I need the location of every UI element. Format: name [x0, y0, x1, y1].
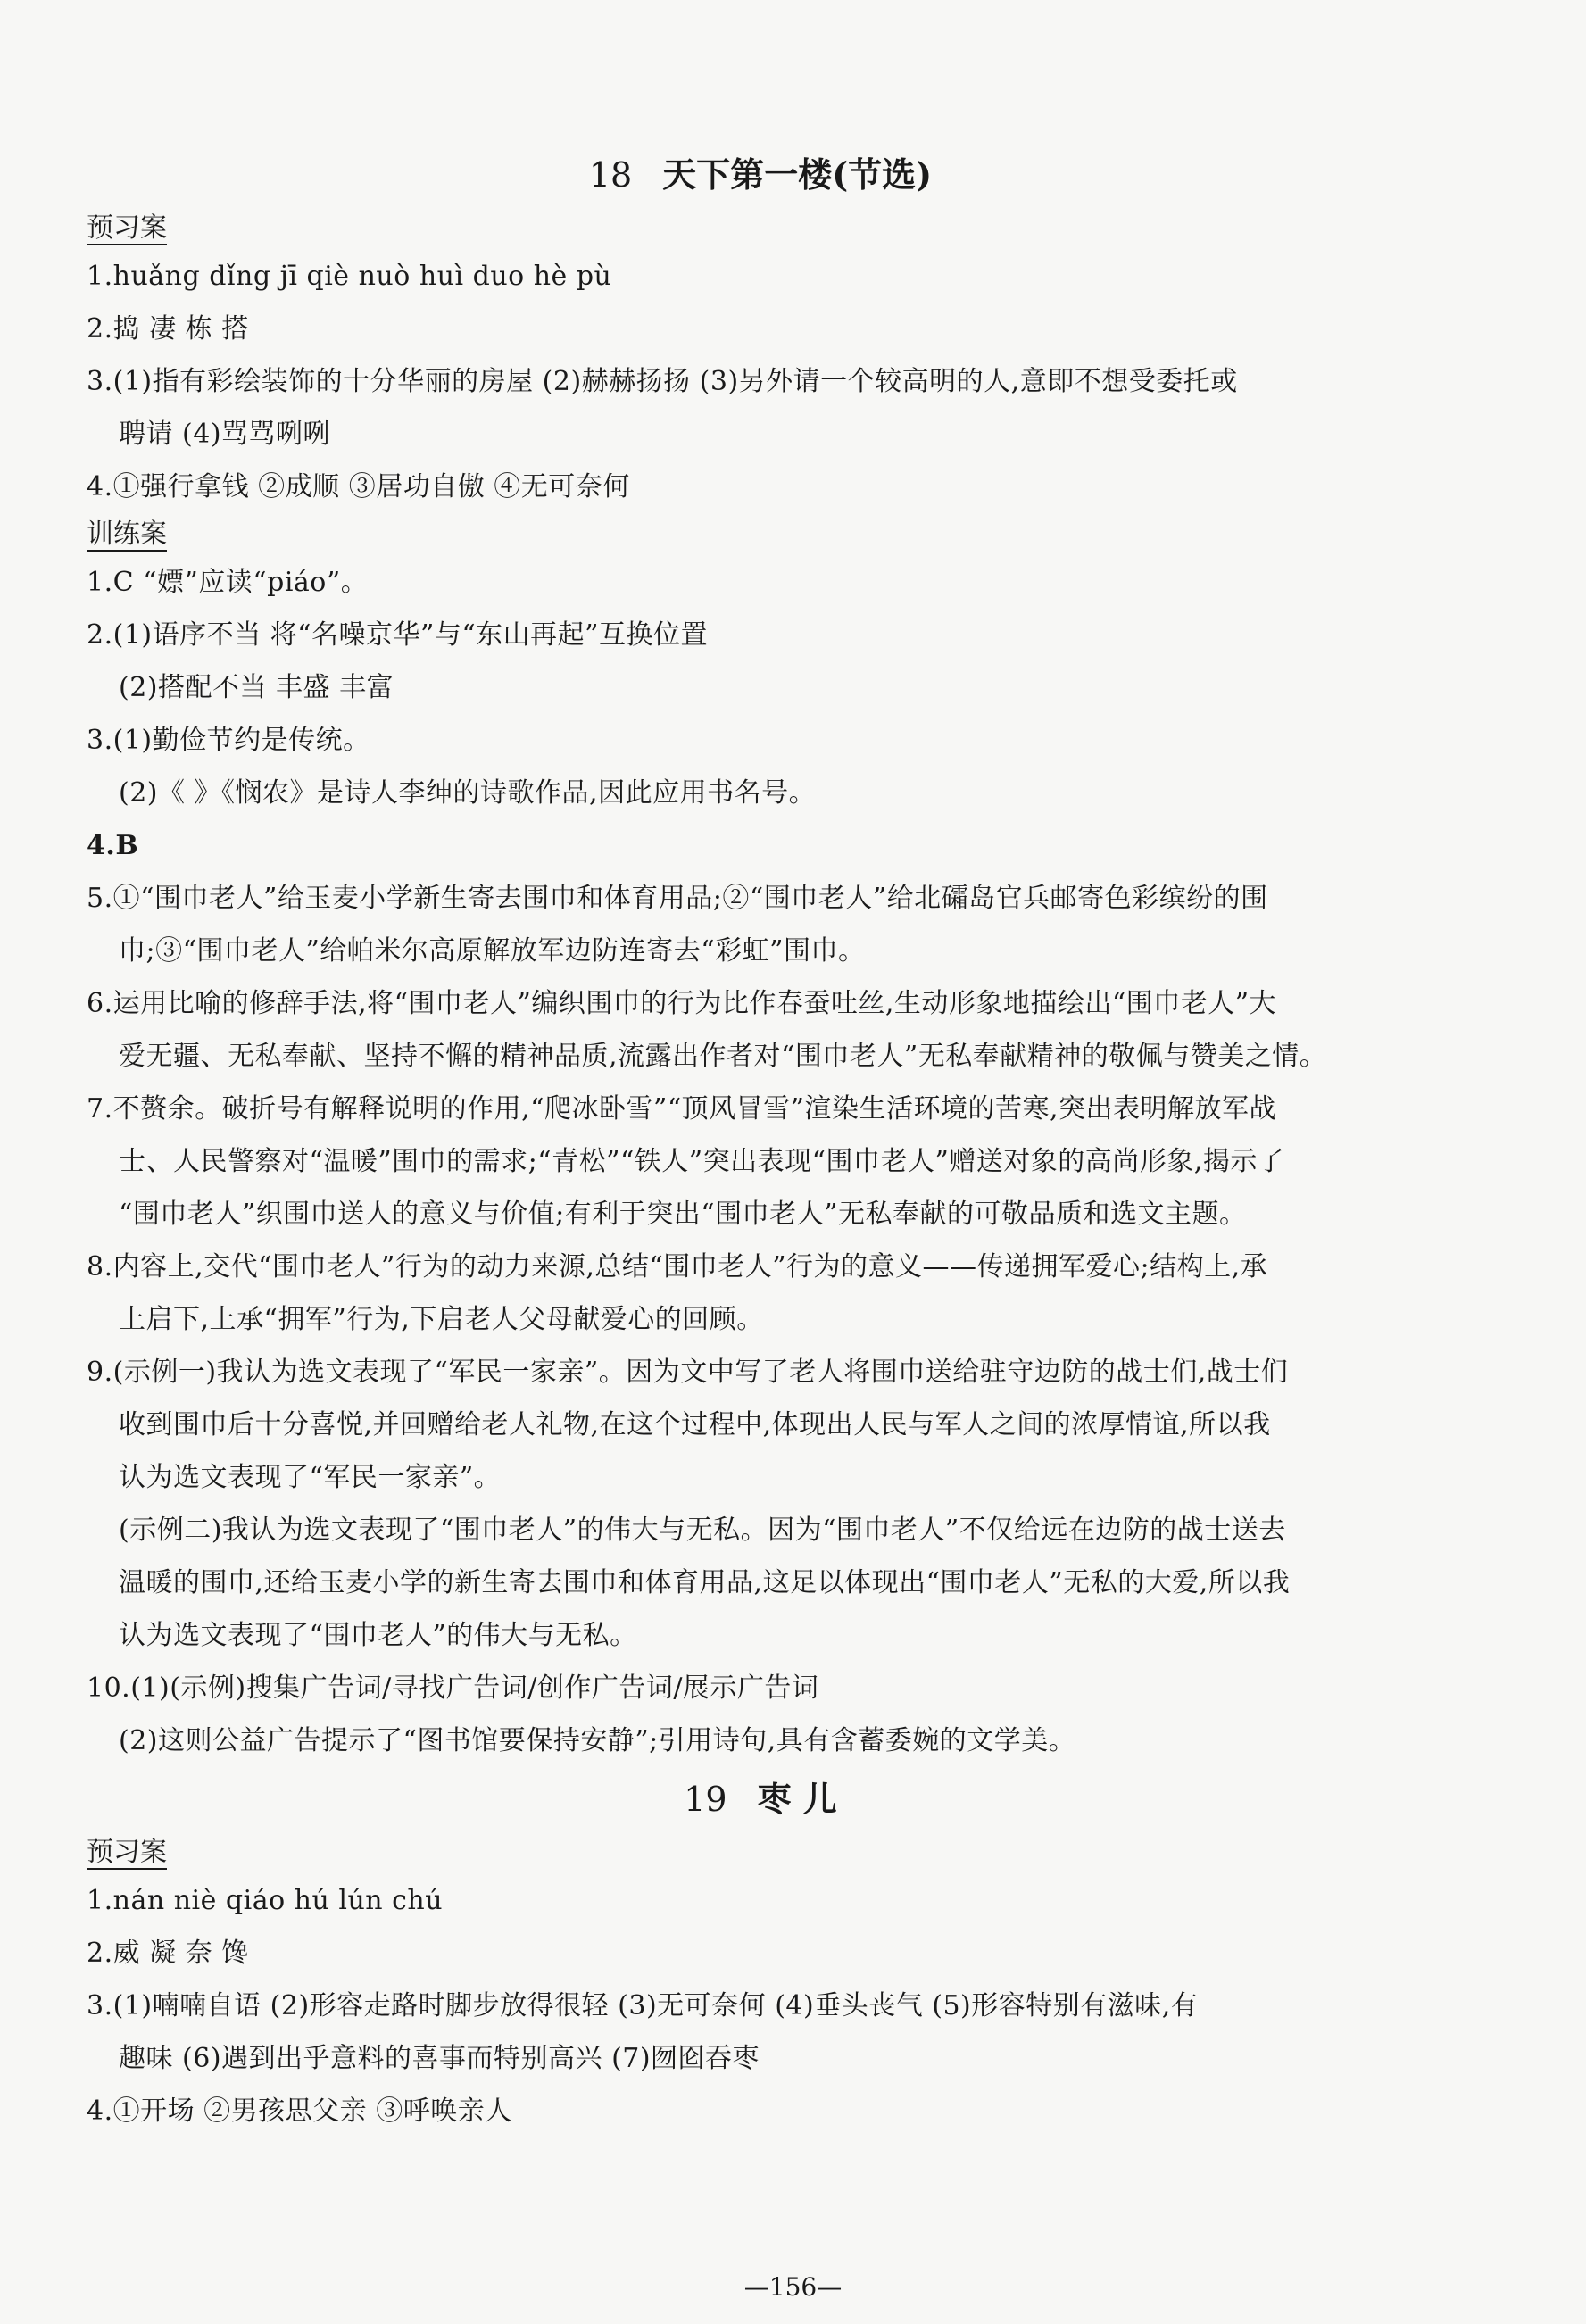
answer-line: 2.(1)语序不当 将“名噪京华”与“东山再起”互换位置 — [87, 619, 709, 651]
answer-line: 上启下,上承“拥军”行为,下启老人父母献爱心的回顾。 — [119, 1304, 764, 1335]
answer-line: (2)《 》《悯农》是诗人李绅的诗歌作品,因此应用书名号。 — [119, 777, 817, 809]
lesson-19-title — [87, 1767, 1434, 1831]
answer-line: 5.①“围巾老人”给玉麦小学新生寄去围巾和体育用品;②“围巾老人”给北礵岛官兵邮寄色彩缤纷的围 — [87, 883, 1268, 914]
answer-line: 3.(1)喃喃自语 (2)形容走路时脚步放得很轻 (3)无可奈何 (4)垂头丧气 (5)形容特别有滋味,有 — [87, 1990, 1199, 2021]
answer-line: 9.(示例一)我认为选文表现了“军民一家亲”。因为文中写了老人将围巾送给驻守边防的战士们,战士们 — [87, 1357, 1289, 1388]
answer-line: 2.威 凝 奈 馋 — [87, 1938, 249, 1969]
answer-line: 3.(1)指有彩绘装饰的十分华丽的房屋 (2)赫赫扬扬 (3)另外请一个较高明的人,意即不想受委托或 — [87, 366, 1238, 397]
lesson-number: 19 — [684, 1780, 727, 1819]
answer-line: 4.①强行拿钱 ②成顺 ③居功自傲 ④无可奈何 — [87, 471, 630, 502]
training-heading: 训练案 — [87, 519, 167, 550]
answer-line: 认为选文表现了“围巾老人”的伟大与无私。 — [119, 1620, 637, 1651]
answer-line: 1.nán niè qiáo hú lún chú — [87, 1885, 444, 1916]
answer-line: 4.B — [87, 830, 139, 861]
preview-heading: 预习案 — [87, 1837, 167, 1868]
lesson-18-title — [87, 143, 1434, 207]
answer-line: 士、人民警察对“温暖”围巾的需求;“青松”“铁人”突出表现“围巾老人”赠送对象的高尚形象,揭示了 — [119, 1146, 1285, 1177]
answer-line: 收到围巾后十分喜悦,并回赠给老人礼物,在这个过程中,体现出人民与军人之间的浓厚情谊,所以我 — [119, 1409, 1271, 1440]
answer-line: 6.运用比喻的修辞手法,将“围巾老人”编织围巾的行为比作春蚕吐丝,生动形象地描绘出“围巾老人”大 — [87, 988, 1277, 1019]
lesson-number: 18 — [588, 155, 633, 195]
answer-line: “围巾老人”织围巾送人的意义与价值;有利于突出“围巾老人”无私奉献的可敬品质和选文主题。 — [119, 1199, 1247, 1230]
answer-content — [87, 143, 1434, 2137]
answer-line: 1.C “嫖”应读“piáo”。 — [87, 567, 369, 598]
page-number: —156— — [743, 2272, 843, 2302]
answer-line: 10.(1)(示例)搜集广告词/寻找广告词/创作广告词/展示广告词 — [87, 1672, 819, 1704]
answer-line: (2)搭配不当 丰盛 丰富 — [119, 672, 394, 703]
preview-heading: 预习案 — [87, 212, 167, 244]
answer-line: 7.不赘余。破折号有解释说明的作用,“爬冰卧雪”“顶风冒雪”渲染生活环境的苦寒,突出表明解放军战 — [87, 1093, 1277, 1125]
answer-line: 3.(1)勤俭节约是传统。 — [87, 725, 370, 756]
answer-line: 认为选文表现了“军民一家亲”。 — [119, 1462, 502, 1493]
answer-line: 温暖的围巾,还给玉麦小学的新生寄去围巾和体育用品,这足以体现出“围巾老人”无私的大爱,所以我 — [119, 1567, 1291, 1598]
answer-line: 2.捣 凄 栋 搭 — [87, 313, 249, 344]
answer-line: (示例二)我认为选文表现了“围巾老人”的伟大与无私。因为“围巾老人”不仅给远在边防的战士送去 — [119, 1515, 1286, 1546]
answer-line: 8.内容上,交代“围巾老人”行为的动力来源,总结“围巾老人”行为的意义——传递拥军爱心;结构上,承 — [87, 1251, 1268, 1282]
answer-line: 4.①开场 ②男孩思父亲 ③呼唤亲人 — [87, 2096, 512, 2127]
lesson-title-text: 天下第一楼(节选) — [662, 154, 933, 195]
lesson-title-text: 枣 儿 — [757, 1779, 837, 1819]
answer-line: 聘请 (4)骂骂咧咧 — [119, 419, 331, 450]
answer-line: (2)这则公益广告提示了“图书馆要保持安静”;引用诗句,具有含蓄委婉的文学美。 — [119, 1725, 1076, 1756]
answer-line: 爱无疆、无私奉献、坚持不懈的精神品质,流露出作者对“围巾老人”无私奉献精神的敬佩与赞美之情。 — [119, 1041, 1327, 1072]
answer-line: 趣味 (6)遇到出乎意料的喜事而特别高兴 (7)囫囵吞枣 — [119, 2043, 760, 2074]
answer-line: 巾;③“围巾老人”给帕米尔高原解放军边防连寄去“彩虹”围巾。 — [119, 935, 866, 967]
answer-line: 1.huǎng dǐng jī qiè nuò huì duo hè pù — [87, 261, 612, 292]
